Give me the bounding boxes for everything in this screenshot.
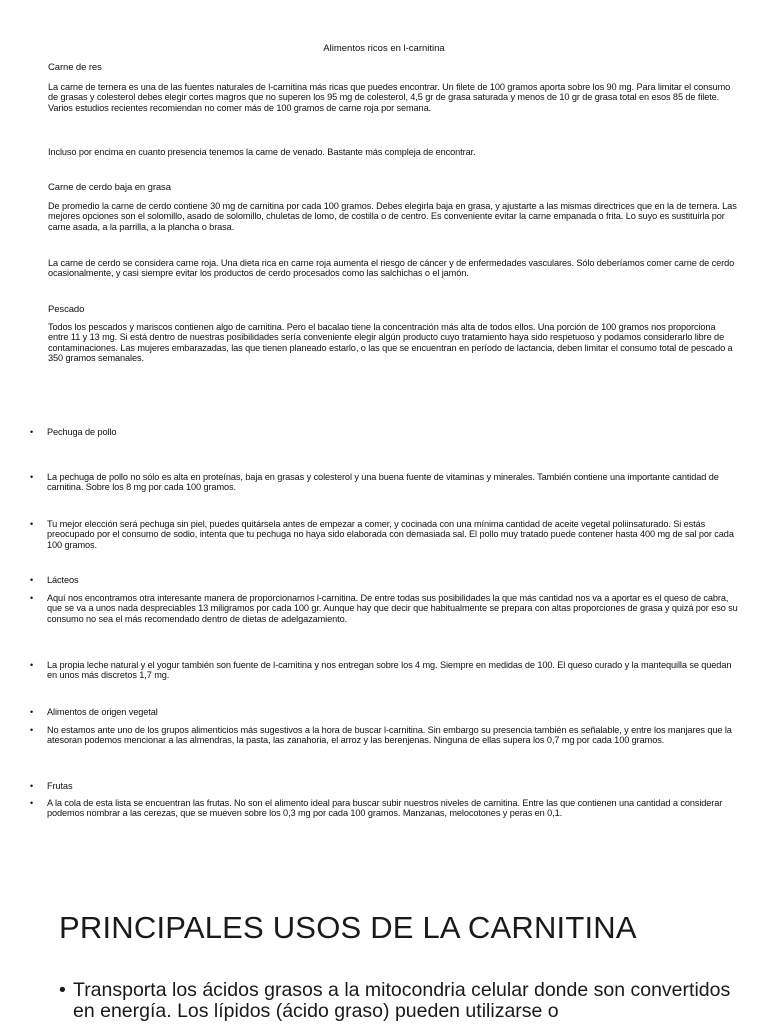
bullet-text: Tu mejor elección será pechuga sin piel, puedes quitársela antes de empezar a comer, y cocinada con una mínima cantidad de aceite vegetal poliinsaturado. Si estás preocupado por el consumo de sodio, intenta que tu pechuga no haya sido elaborada con demasiada sal. El pollo muy tratado puede contener hasta 400 mg de sal por cada 100 gramos. bbox=[47, 519, 734, 550]
slide-more-foods bbox=[0, 420, 768, 860]
paragraph-beef-2: Incluso por encima en cuanto presencia tenemos la carne de venado. Bastante más compleja de encontrar. bbox=[48, 147, 476, 157]
bullet-item bbox=[30, 519, 742, 550]
section-heading-beef: Carne de res bbox=[48, 62, 102, 73]
bullet-item bbox=[30, 575, 742, 585]
bullet-dot-icon: • bbox=[30, 472, 34, 482]
bullet-dot-icon: • bbox=[30, 781, 34, 791]
bullet-item bbox=[59, 980, 749, 1022]
bullet-item bbox=[30, 427, 742, 437]
bullet-dot-icon: • bbox=[59, 979, 66, 1001]
bullet-dot-icon: • bbox=[30, 575, 34, 585]
bullet-text: No estamos ante uno de los grupos alimenticios más sugestivos a la hora de buscar l-carnitina. Sin embargo su presencia también es señalable, y entre los manjares que la atesoran podemos mencionar a las almendras, la pasta, las zanahoria, el arroz y las berenjenas. Ninguna de ellas supera los 0,7 mg por cada 100 gramos. bbox=[47, 725, 732, 746]
bullet-text: Lácteos bbox=[47, 575, 79, 585]
bullet-dot-icon: • bbox=[30, 427, 34, 437]
bullet-dot-icon: • bbox=[30, 519, 34, 529]
paragraph-pork-1: De promedio la carne de cerdo contiene 30 mg de carnitina por cada 100 gramos. Debes elegirla baja en grasa, y ajustarte a las mismas directrices que en la de ternera. Las mejores opciones son el solomillo, asado de solomillo, chuletas de lomo, de costilla o de centro. Es conveniente evitar la carne empanada o frita. Lo suyo es sustituirla por carne asada, a la parrilla, a la plancha o brasa. bbox=[48, 201, 737, 232]
bullet-text: Frutas bbox=[47, 781, 73, 791]
bullet-dot-icon: • bbox=[30, 725, 34, 735]
section-heading-fish: Pescado bbox=[48, 304, 85, 315]
bullet-item bbox=[30, 781, 742, 791]
paragraph-fish-1: Todos los pescados y mariscos contienen algo de carnitina. Pero el bacalao tiene la concentración más alta de todos ellos. Una porción de 100 gramos nos proporciona entre 11 y 13 mg. Si está dentro de nuestras posibilidades sería conveniente elegir algún producto cuyo tratamiento haya sido respetuoso y podamos considerarlo libre de contaminaciones. Las mujeres embarazadas, las que tienen planeado estarlo, o las que se encuentran en período de lactancia, deben limitar el consumo total de pescado a 350 gramos semanales. bbox=[48, 322, 733, 364]
bullet-text: Alimentos de origen vegetal bbox=[47, 707, 158, 717]
bullet-item bbox=[30, 725, 742, 746]
bullet-item bbox=[30, 798, 742, 819]
slide-main-uses bbox=[0, 880, 768, 1024]
bullet-item bbox=[30, 707, 742, 717]
section-heading-pork: Carne de cerdo baja en grasa bbox=[48, 182, 171, 193]
bullet-dot-icon: • bbox=[30, 798, 34, 808]
bullet-text: Transporta los ácidos grasos a la mitocondria celular donde son convertidos en energía. Los lípidos (ácido graso) pueden utilizarse o bbox=[73, 979, 731, 1022]
paragraph-beef-1: La carne de ternera es una de las fuentes naturales de l-carnitina más ricas que puedes encontrar. Un filete de 100 gramos aporta sobre los 90 mg. Para limitar el consumo de grasas y colesterol debes elegir cortes magros que no superen los 95 mg de colesterol, 4,5 gr de grasa saturada y menos de 10 gr de grasa total en esos 85 de filete. Varios estudios recientes recomiendan no comer más de 100 gramos de carne roja por semana. bbox=[48, 82, 731, 113]
slide-food-sources bbox=[0, 0, 768, 400]
bullet-item bbox=[30, 593, 742, 624]
bullet-text: A la cola de esta lista se encuentran las frutas. No son el alimento ideal para buscar subir nuestros niveles de carnitina. Entre las que contienen una cantidad a considerar podemos nombrar a las cerezas, que se mueven sobre los 0,3 mg por cada 100 gramos. Manzanas, melocotones y peras en 0,1. bbox=[47, 798, 723, 819]
slide-heading: PRINCIPALES USOS DE LA CARNITINA bbox=[59, 910, 637, 945]
paragraph-pork-2: La carne de cerdo se considera carne roja. Una dieta rica en carne roja aumenta el riesgo de cáncer y de enfermedades vasculares. Sólo deberíamos comer carne de cerdo ocasionalmente, y casi siempre evitar los productos de cerdo procesados como las salchichas o el jamón. bbox=[48, 258, 735, 279]
bullet-text: Aquí nos encontramos otra interesante manera de proporcionarnos l-carnitina. De entre todas sus posibilidades la que más cantidad nos va a aportar es el queso de cabra, que se va a unos nada despreciables 13 miligramos por cada 100 gr. Aunque hay que decir que habitualmente se prepara con altas proporciones de grasa y quizá por eso su consumo no sea el más recomendado dentro de dietas de adelgazamiento. bbox=[47, 593, 738, 624]
bullet-item bbox=[30, 660, 742, 681]
bullet-text: Pechuga de pollo bbox=[47, 427, 117, 437]
bullet-dot-icon: • bbox=[30, 660, 34, 670]
slide-title: Alimentos ricos en l-carnitina bbox=[323, 43, 445, 54]
bullet-dot-icon: • bbox=[30, 707, 34, 717]
bullet-text: La propia leche natural y el yogur también son fuente de l-carnitina y nos entregan sobre los 4 mg. Siempre en medidas de 100. El queso curado y la mantequilla se quedan en unos más discretos 1,7 mg. bbox=[47, 660, 732, 681]
bullet-item bbox=[30, 472, 742, 493]
bullet-dot-icon: • bbox=[30, 593, 34, 603]
bullet-text: La pechuga de pollo no sólo es alta en proteínas, baja en grasas y colesterol y una buena fuente de vitaminas y minerales. También contiene una importante cantidad de carnitina. Sobre los 8 mg por cada 100 gramos. bbox=[47, 472, 719, 493]
